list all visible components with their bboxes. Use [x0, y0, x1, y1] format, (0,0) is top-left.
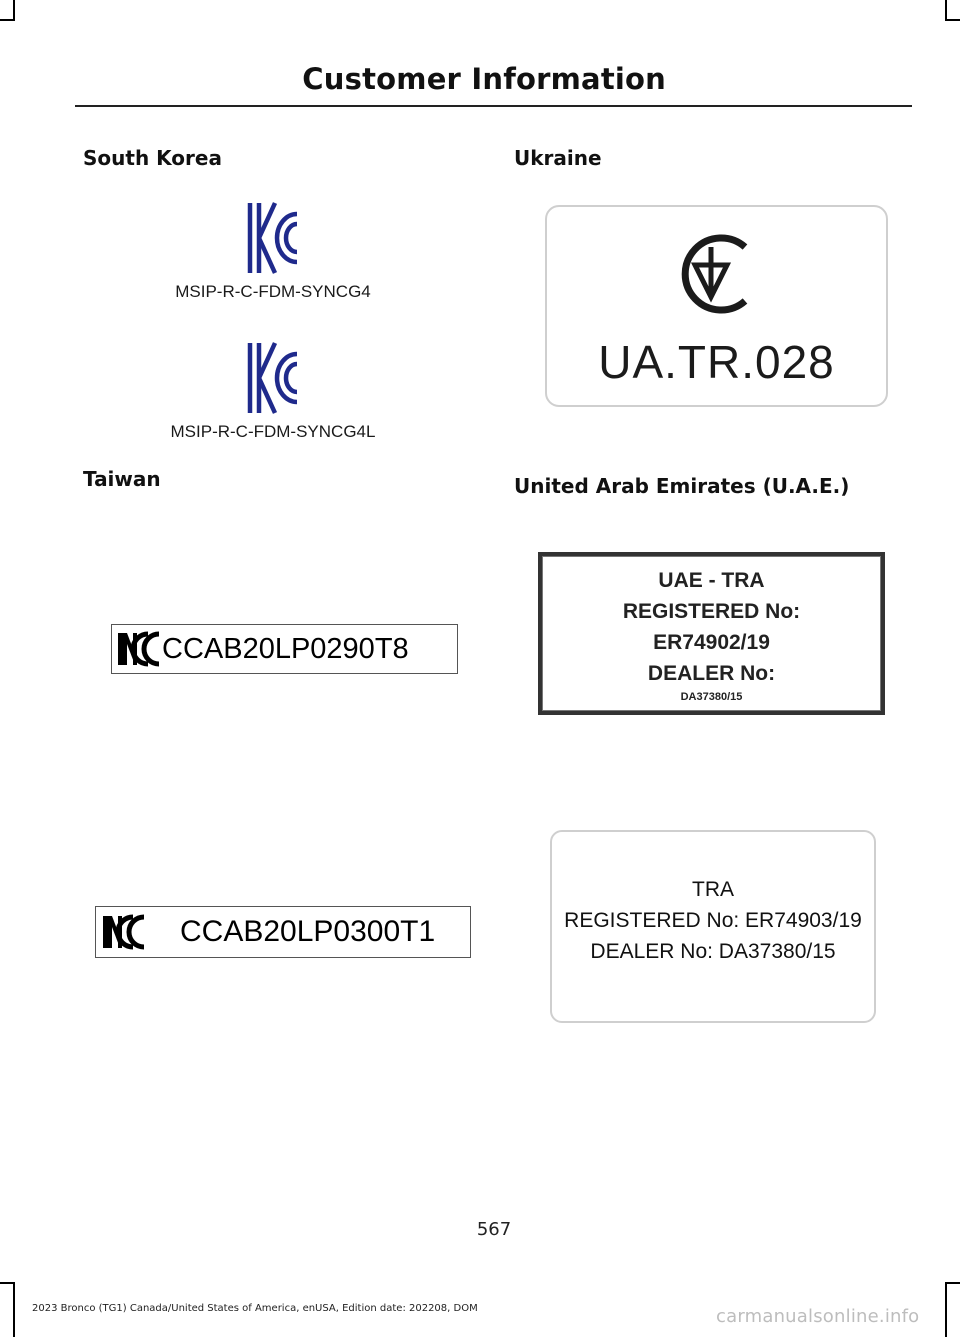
- uae-dealer-line: DEALER No: DA37380/15: [590, 940, 836, 963]
- kc-code: MSIP-R-C-FDM-SYNCG4: [175, 282, 371, 301]
- crop-mark: [945, 0, 947, 20]
- heading-taiwan: Taiwan: [83, 467, 161, 491]
- uae-registered-label: REGISTERED No:: [622, 600, 801, 623]
- crop-mark: [0, 1282, 15, 1284]
- page-title: Customer Information: [302, 62, 666, 96]
- ncc-label-1: [111, 624, 458, 674]
- crop-mark: [945, 1282, 960, 1284]
- edition-footer: 2023 Bronco (TG1) Canada/United States of America, enUSA, Edition date: 202208, DOM: [32, 1303, 478, 1314]
- crop-mark: [945, 1282, 947, 1337]
- kc-mark-icon: [245, 261, 301, 280]
- heading-ukraine: Ukraine: [514, 146, 602, 170]
- uae-tra-line: UAE - TRA: [658, 569, 765, 592]
- uae-tra-label-2: [550, 830, 876, 1023]
- crop-mark: [0, 19, 15, 21]
- uae-dealer-label: DEALER No:: [647, 662, 776, 685]
- ncc-code: CCAB20LP0290T8: [162, 632, 409, 665]
- heading-uae: United Arab Emirates (U.A.E.): [514, 474, 850, 498]
- crop-mark: [13, 0, 15, 20]
- kc-certification-1: [143, 200, 403, 302]
- ncc-code: CCAB20LP0300T1: [180, 915, 436, 948]
- uae-registered-number: ER74902/19: [653, 631, 770, 654]
- uae-dealer-number: DA37380/15: [680, 691, 743, 703]
- kc-certification-2: [143, 340, 403, 442]
- kc-code: MSIP-R-C-FDM-SYNCG4L: [170, 422, 376, 441]
- crop-mark: [945, 19, 960, 21]
- ncc-label-2: [95, 906, 471, 958]
- watermark: carmanualsonline.info: [716, 1306, 920, 1327]
- ukraine-conformity-icon: [667, 227, 767, 326]
- uae-registered-line: REGISTERED No: ER74903/19: [564, 909, 862, 932]
- uae-tra-line: TRA: [692, 878, 734, 901]
- kc-mark-icon: [245, 401, 301, 420]
- uae-tra-label-1: [538, 552, 885, 715]
- ukraine-mark-text: UA.TR.028: [598, 336, 835, 388]
- header-rule: [75, 105, 912, 107]
- heading-south-korea: South Korea: [83, 146, 222, 170]
- ncc-mark-icon: [116, 628, 164, 670]
- crop-mark: [13, 1282, 15, 1337]
- page-number: 567: [476, 1219, 512, 1240]
- ncc-mark-icon: [100, 911, 150, 953]
- ukraine-conformity-mark: [545, 205, 888, 407]
